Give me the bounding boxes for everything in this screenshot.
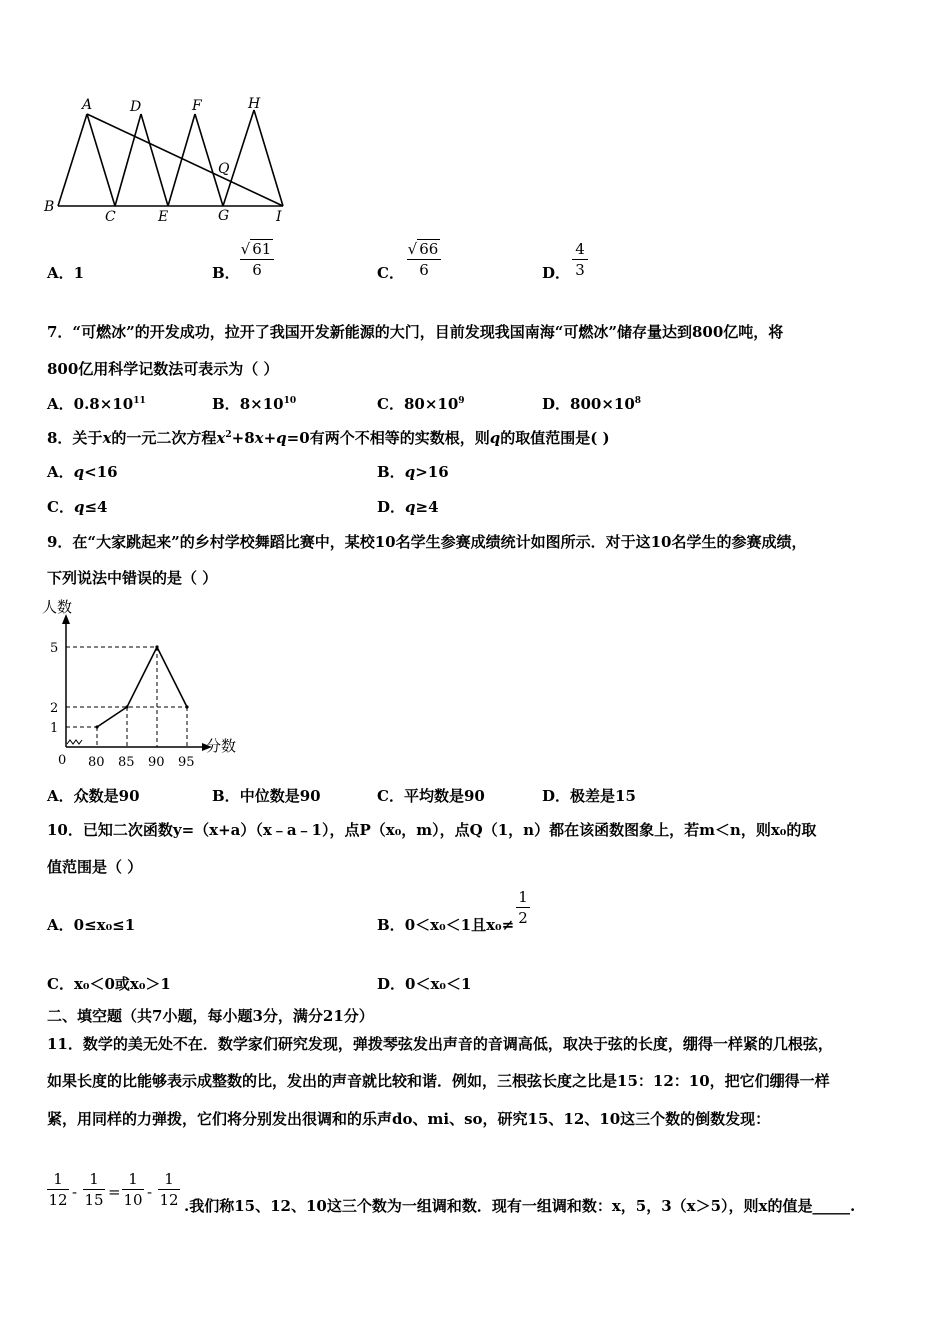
triangle-figure (40, 95, 292, 225)
q6-option-d-letter[interactable]: D． (542, 264, 571, 282)
q8-option-b[interactable]: B．q>16 (377, 463, 449, 481)
q9-line1: 9．在“大家跳起来”的乡村学校舞蹈比赛中，某校10名学生参赛成绩统计如图所示．对于这10名学生的参赛成绩， (47, 533, 807, 551)
q10-option-c[interactable]: C．x₀＜0或x₀＞1 (47, 975, 171, 993)
axis-break (67, 740, 82, 744)
series-line (97, 647, 187, 727)
q9-line2: 下列说法中错误的是（ ） (47, 569, 218, 587)
q8-stem: 8．关于x的一元二次方程$x^2+8x+q=0$有两个不相等的实数根，则q的取值范围是( ) (47, 429, 610, 447)
answer-blank[interactable]: _____ (812, 1197, 850, 1215)
q11-line2: 如果长度的比能够表示成整数的比，发出的声音就比较和谐．例如，三根弦长度之比是15：12：10，把它们绷得一样 (47, 1072, 830, 1090)
origin-label: 0 (58, 753, 67, 768)
q11-frac-3: 1 10 (123, 1170, 143, 1209)
q6-option-b-fraction: √ 61 6 (240, 240, 274, 279)
q6-option-c-letter[interactable]: C． (377, 264, 404, 282)
q6-option-a[interactable]: A．1 (47, 264, 85, 282)
q10-option-b[interactable]: B．0＜x₀＜1且x₀≠ (377, 916, 515, 934)
q11-frac-1: 1 12 (48, 1170, 68, 1209)
q8-option-a[interactable]: A．q<16 (47, 463, 118, 481)
x-tick-95: 95 (178, 755, 195, 770)
q10-line2: 值范围是（ ） (47, 858, 143, 876)
x-tick-80: 80 (88, 755, 105, 770)
data-point-90 (155, 645, 158, 648)
q7-line1: 7．“可燃冰”的开发成功，拉开了我国开发新能源的大门，目前发现我国南海“可燃冰”储存量达到800亿吨，将 (47, 323, 784, 341)
x-tick-90: 90 (148, 755, 165, 770)
q10-line1: 10．已知二次函数y=（x+a）（x﹣a﹣1），点P（x₀，m），点Q（1，n）都在该函数图象上，若m＜n，则x₀的取 (47, 821, 817, 839)
q7-option-a[interactable]: A．$0.8\times 10^{11}$ (47, 395, 146, 413)
y-tick-5: 5 (50, 641, 59, 656)
q9-option-d[interactable]: D．极差是15 (542, 787, 636, 805)
label-I: I (276, 209, 282, 225)
q9-option-c[interactable]: C．平均数是90 (377, 787, 485, 805)
data-point-85 (125, 705, 128, 708)
q11-line3: 紧，用同样的力弹拨，它们将分别发出很调和的乐声do、mi、so，研究15、12、10这三个数的倒数发现： (47, 1110, 771, 1128)
label-A: A (82, 97, 93, 113)
q7-option-c[interactable]: C．$80\times 10^9$ (377, 395, 465, 413)
label-G: G (218, 208, 230, 224)
data-point-95 (185, 705, 188, 708)
q11-op-1: - (72, 1183, 78, 1201)
section-title: 二、填空题（共7小题，每小题3分，满分21分） (47, 1007, 374, 1025)
q11-line1: 11．数学的美无处不在．数学家们研究发现，弹拨琴弦发出声音的音调高低，取决于弦的长度，绷得一样紧的几根弦， (47, 1035, 833, 1053)
x-axis-label: 分数 (206, 737, 237, 755)
y-tick-1: 1 (50, 721, 59, 736)
q10-option-b-fraction: 1 2 (516, 888, 530, 927)
label-D: D (130, 99, 142, 115)
q10-option-d[interactable]: D．0＜x₀＜1 (377, 975, 472, 993)
q10-option-a[interactable]: A．0≤x₀≤1 (47, 916, 136, 934)
q11-frac-2: 1 15 (84, 1170, 104, 1209)
q8-option-c[interactable]: C．q≤4 (47, 498, 108, 516)
label-B: B (44, 199, 55, 215)
q6-option-b-letter[interactable]: B． (212, 264, 240, 282)
q11-op-2: = (108, 1183, 121, 1201)
label-C: C (105, 209, 116, 225)
data-point-80 (95, 725, 98, 728)
q11-op-3: - (147, 1183, 153, 1201)
y-tick-2: 2 (50, 701, 59, 716)
x-tick-85: 85 (118, 755, 135, 770)
q7-option-d[interactable]: D．$800\times 10^8$ (542, 395, 642, 413)
q7-line2: 800亿用科学记数法可表示为（ ） (47, 360, 279, 378)
label-Q: Q (218, 161, 230, 177)
score-chart (40, 594, 250, 772)
q6-option-c-fraction: √ 66 6 (407, 240, 441, 279)
q9-option-a[interactable]: A．众数是90 (47, 787, 140, 805)
q6-option-d-fraction: 4 3 (572, 240, 588, 279)
q8-option-d[interactable]: D．q≥4 (377, 498, 439, 516)
q7-option-b[interactable]: B．$8\times 10^{10}$ (212, 395, 297, 413)
q9-option-b[interactable]: B．中位数是90 (212, 787, 321, 805)
label-F: F (192, 98, 202, 114)
label-H: H (248, 96, 261, 112)
q11-frac-4: 1 12 (159, 1170, 179, 1209)
label-E: E (158, 209, 169, 225)
y-axis-label: 人数 (42, 598, 73, 616)
q11-tail: .我们称15、12、10这三个数为一组调和数．现有一组调和数：x，5，3（x＞5），则x的值是_____. (184, 1197, 856, 1215)
